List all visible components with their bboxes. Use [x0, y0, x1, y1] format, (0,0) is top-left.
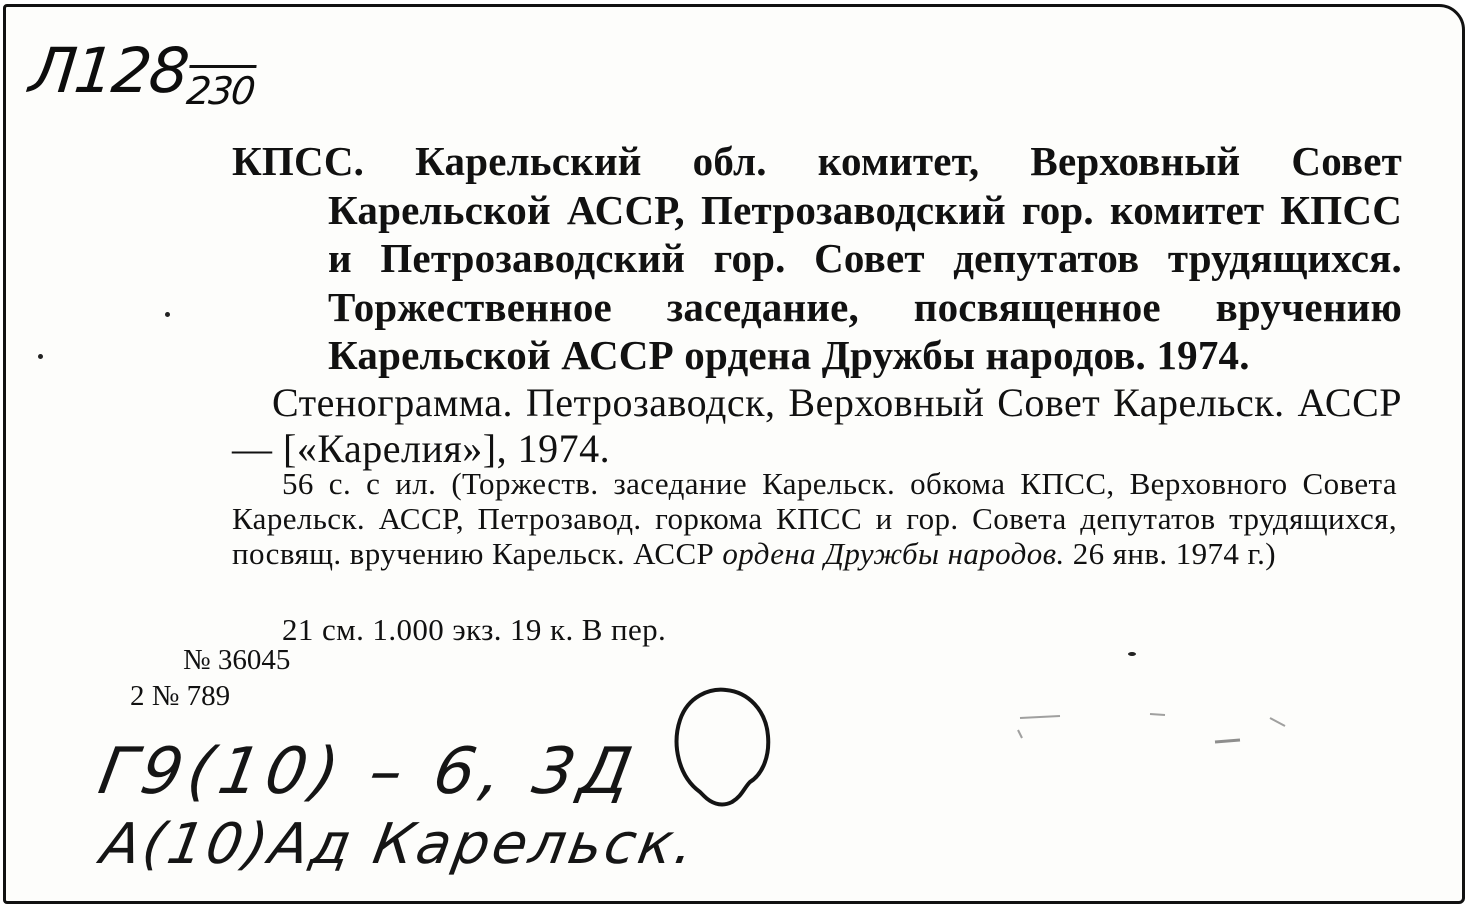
- registration-number: № 36045: [183, 644, 291, 676]
- speck: [38, 354, 43, 359]
- collation-note: [232, 466, 1397, 571]
- stamp-outline-icon: [670, 684, 774, 810]
- handwritten-classification: Г9(10) – 6, 3Д: [93, 735, 644, 809]
- speck: [165, 312, 170, 317]
- collation-italic: ордена Дружбы народов.: [722, 536, 1065, 571]
- call-number-main: Л128: [26, 34, 191, 107]
- handwritten-annotation: А(10)Ад Карельск.: [96, 812, 703, 877]
- faint-marks: [1000, 700, 1300, 770]
- call-number: [26, 34, 259, 113]
- entry-heading: КПСС. Карельский обл. комитет, Верховный Совет Карельской АССР, Петрозаводский гор. комитет КПСС и Петрозаводский гор. Совет депутатов трудящихся. Торжественное заседание, посвященное вручению Карельской АССР ордена Дружбы народов. 1974.: [232, 138, 1402, 378]
- speck: [1128, 652, 1136, 656]
- physical-description: 21 см. 1.000 экз. 19 к. В пер.: [282, 612, 667, 647]
- imprint: Стенограмма. Петрозаводск, Верховный Совет Карельск. АССР — [«Карелия»], 1974.: [232, 380, 1402, 471]
- collation-start: 56 с. с ил. (Торжеств. заседание Карельск. обкома КПСС, Верховного Совета Карельск. АССР, Петрозавод. горкома КПСС и гор. Совета депутатов трудящихся, посвящ. вручению Карельск. АССР: [232, 466, 1397, 571]
- secondary-number: 2 № 789: [130, 680, 231, 712]
- collation-end: 26 янв. 1974 г.): [1064, 536, 1276, 571]
- call-number-sub: 230: [185, 65, 257, 113]
